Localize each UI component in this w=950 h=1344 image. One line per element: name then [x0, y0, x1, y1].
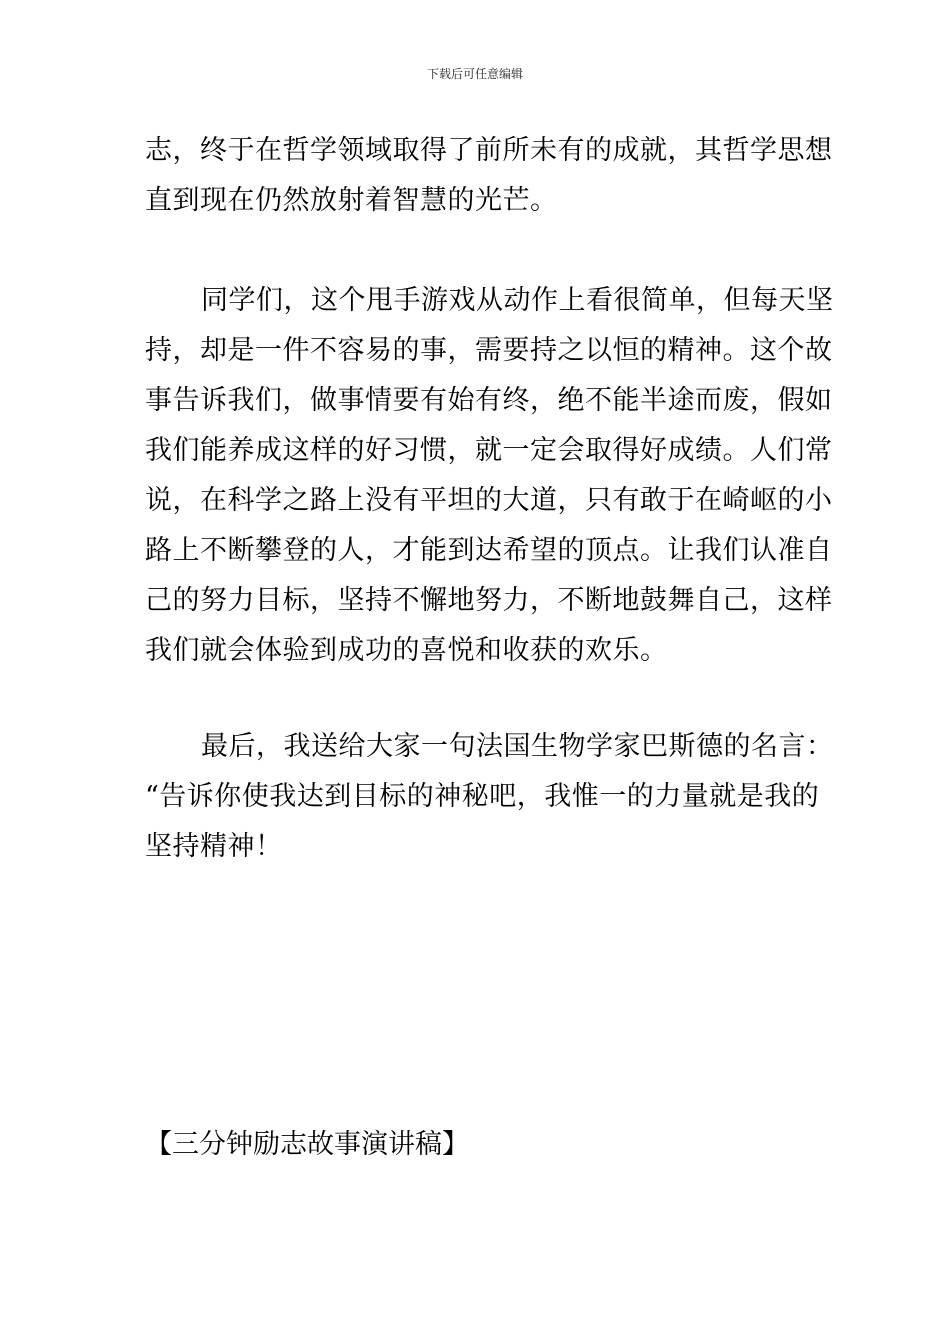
text-line: 我们能养成这样的好习惯，就一定会取得好成绩。人们常: [145, 435, 833, 466]
text-line: 志，终于在哲学领域取得了前所未有的成就，其哲学思想: [145, 135, 833, 166]
page-header: 下载后可任意编辑: [426, 67, 523, 81]
section-title: 【三分钟励志故事演讲稿】: [145, 1129, 469, 1160]
text-line: 最后，我送给大家一句法国生物学家巴斯德的名言：: [201, 731, 834, 762]
text-line: 我们就会体验到成功的喜悦和收获的欢乐。: [145, 635, 668, 666]
paragraph-quote: [145, 722, 834, 872]
text-line: 持，却是一件不容易的事，需要持之以恒的精神。这个故: [145, 335, 833, 366]
text-line: 路上不断攀登的人，才能到达希望的顶点。让我们认准自: [145, 535, 833, 566]
text-line: 直到现在仍然放射着智慧的光芒。: [145, 185, 558, 216]
text-line: 坚持精神！: [145, 831, 283, 862]
paragraph-continuation: [145, 126, 833, 226]
text-line: “告诉你使我达到目标的神秘吧，我惟一的力量就是我的: [145, 781, 820, 812]
text-line: 说，在科学之路上没有平坦的大道，只有敢于在崎岖的小: [145, 485, 833, 516]
paragraph-persistence: [145, 276, 834, 676]
text-line: 同学们，这个甩手游戏从动作上看很简单，但每天坚: [201, 285, 834, 316]
text-line: 己的努力目标，坚持不懈地努力，不断地鼓舞自己，这样: [145, 585, 833, 616]
text-line: 事告诉我们，做事情要有始有终，绝不能半途而废，假如: [145, 385, 833, 416]
